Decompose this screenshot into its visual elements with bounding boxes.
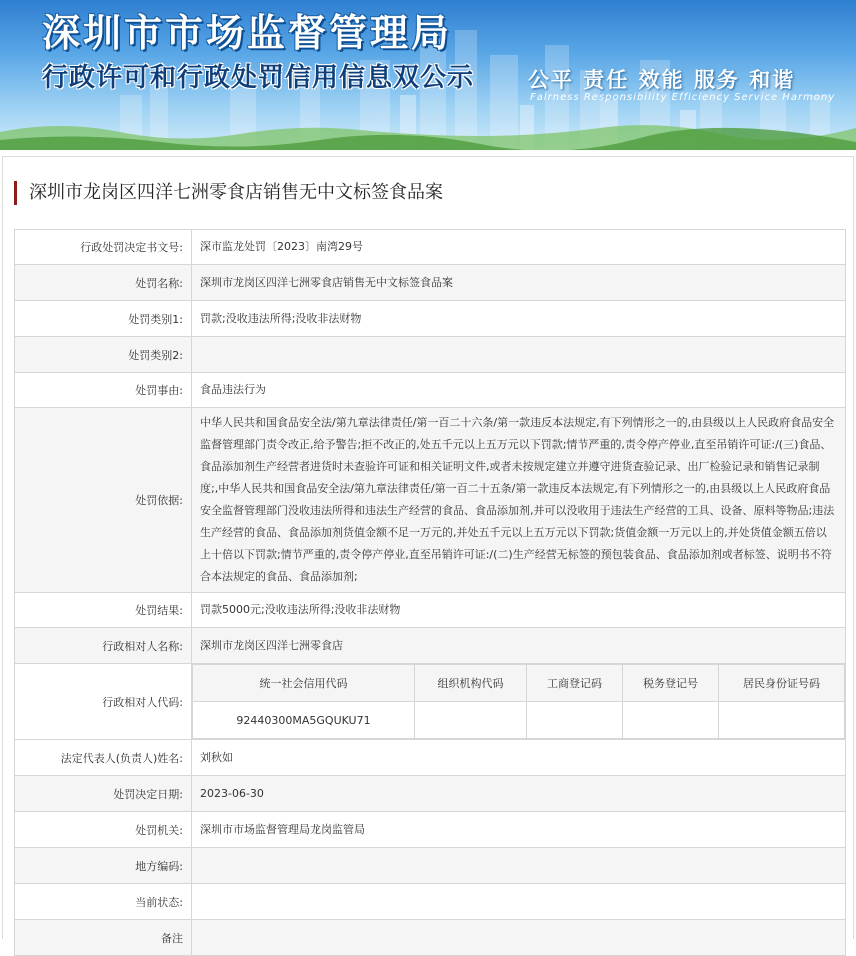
value-result: 罚款5000元;没收违法所得;没收非法财物 bbox=[192, 593, 846, 628]
row-local-code bbox=[15, 848, 846, 884]
banner-slogan-english: Fairness Responsibility Efficiency Service Harmony bbox=[530, 92, 836, 103]
row-status bbox=[15, 884, 846, 920]
row-decision-no bbox=[15, 230, 846, 265]
label-reason: 处罚事由: bbox=[15, 373, 192, 408]
header-id-card-no: 居民身份证号码 bbox=[719, 665, 845, 702]
value-id-card-no bbox=[719, 702, 845, 739]
party-code-header-row bbox=[193, 665, 845, 702]
label-party-name: 行政相对人名称: bbox=[15, 628, 192, 664]
label-local-code: 地方编码: bbox=[15, 848, 192, 884]
row-party-code bbox=[15, 664, 846, 740]
party-code-value-row bbox=[193, 702, 845, 739]
value-basis: 中华人民共和国食品安全法/第九章法律责任/第一百二十六条/第一款违反本法规定,有下列情形之一的,由县级以上人民政府食品安全监督管理部门责令改正,给予警告;拒不改正的,处五千元以上五万元以下罚款;情节严重的,责令停产停业,直至吊销许可证:/(三)食品、食品添加剂生产经营者进货时未查验许可证和相关证明文件,或者未按规定建立并遵守进货查验记录、出厂检验记录和销售记录制度;,中华人民共和国食品安全法/第九章法律责任/第一百二十五条/第一款违反本法规定,有下列情形之一的,由县级以上人民政府食品安全监督管理部门没收违法所得和违法生产经营的食品、食品添加剂,并可以没收用于违法生产经营的工具、设备、原料等物品;违法生产经营的食品、食品添加剂货值金额不足一万元的,并处五千元以上五万元以下罚款;货值金额一万元以上的,并处货值金额五倍以上十倍以下罚款;情节严重的,责令停产停业,直至吊销许可证:/(二)生产经营无标签的预包装食品、食品添加剂或者标签、说明书不符合本法规定的食品、食品添加剂; bbox=[192, 408, 846, 593]
page-banner bbox=[0, 0, 856, 150]
case-title: 深圳市龙岗区四洋七洲零食店销售无中文标签食品案 bbox=[29, 182, 443, 203]
value-status bbox=[192, 884, 846, 920]
label-party-code: 行政相对人代码: bbox=[15, 664, 192, 740]
label-result: 处罚结果: bbox=[15, 593, 192, 628]
label-legal-rep: 法定代表人(负责人)姓名: bbox=[15, 740, 192, 776]
row-category2 bbox=[15, 337, 846, 373]
row-remarks bbox=[15, 920, 846, 956]
title-accent-bar bbox=[14, 181, 17, 205]
label-status: 当前状态: bbox=[15, 884, 192, 920]
header-tax-reg-no: 税务登记号 bbox=[623, 665, 719, 702]
value-category1: 罚款;没收违法所得;没收非法财物 bbox=[192, 301, 846, 337]
party-code-cell bbox=[192, 664, 846, 740]
row-category1 bbox=[15, 301, 846, 337]
value-org-code bbox=[415, 702, 527, 739]
label-remarks: 备注 bbox=[15, 920, 192, 956]
row-case-name bbox=[15, 265, 846, 301]
label-category2: 处罚类别2: bbox=[15, 337, 192, 373]
value-party-name: 深圳市龙岗区四洋七洲零食店 bbox=[192, 628, 846, 664]
row-party-name bbox=[15, 628, 846, 664]
case-info-table bbox=[14, 229, 846, 956]
party-code-table bbox=[192, 664, 845, 739]
header-credit-code: 统一社会信用代码 bbox=[193, 665, 415, 702]
row-basis bbox=[15, 408, 846, 593]
value-decision-no: 深市监龙处罚〔2023〕南湾29号 bbox=[192, 230, 846, 265]
label-basis: 处罚依据: bbox=[15, 408, 192, 593]
value-case-name: 深圳市龙岗区四洋七洲零食店销售无中文标签食品案 bbox=[192, 265, 846, 301]
banner-slogan: 公平 责任 效能 服务 和谐 bbox=[528, 68, 796, 92]
label-category1: 处罚类别1: bbox=[15, 301, 192, 337]
value-tax-reg-no bbox=[623, 702, 719, 739]
value-authority: 深圳市市场监督管理局龙岗监管局 bbox=[192, 812, 846, 848]
label-case-name: 处罚名称: bbox=[15, 265, 192, 301]
header-business-reg-code: 工商登记码 bbox=[527, 665, 623, 702]
case-detail-panel bbox=[2, 156, 854, 945]
row-authority bbox=[15, 812, 846, 848]
label-decision-no: 行政处罚决定书文号: bbox=[15, 230, 192, 265]
row-reason bbox=[15, 373, 846, 408]
value-legal-rep: 刘秋如 bbox=[192, 740, 846, 776]
value-category2 bbox=[192, 337, 846, 373]
label-authority: 处罚机关: bbox=[15, 812, 192, 848]
value-decision-date: 2023-06-30 bbox=[192, 776, 846, 812]
value-credit-code: 92440300MA5GQUKU71 bbox=[193, 702, 415, 739]
row-decision-date bbox=[15, 776, 846, 812]
value-remarks bbox=[192, 920, 846, 956]
value-reason: 食品违法行为 bbox=[192, 373, 846, 408]
header-org-code: 组织机构代码 bbox=[415, 665, 527, 702]
case-title-row bbox=[3, 157, 853, 235]
banner-title: 深圳市市场监督管理局 bbox=[42, 11, 453, 55]
label-decision-date: 处罚决定日期: bbox=[15, 776, 192, 812]
value-business-reg-code bbox=[527, 702, 623, 739]
row-result bbox=[15, 593, 846, 628]
row-legal-rep bbox=[15, 740, 846, 776]
banner-subtitle: 行政许可和行政处罚信用信息双公示 bbox=[42, 63, 475, 93]
value-local-code bbox=[192, 848, 846, 884]
